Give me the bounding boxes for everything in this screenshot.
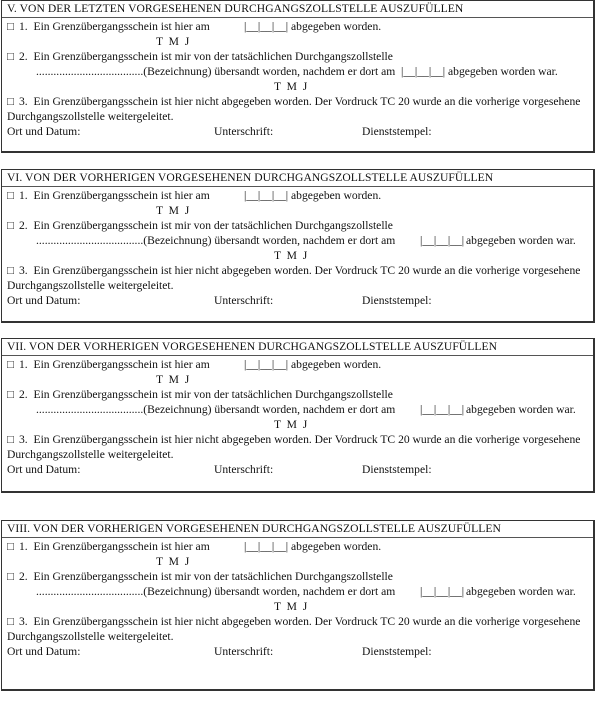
checkbox-item-2[interactable]: □: [7, 570, 15, 583]
item-3-text: Ein Grenzübergangsschein ist hier nicht abgegeben worden. Der Vordruck TC 20 wurde an die vorherige vorgesehene: [33, 615, 581, 628]
item-number: 1.: [19, 540, 28, 553]
form-section: [1, 169, 595, 323]
item-2-designation-line: .....................................(Bezeichnung) übersandt worden, nachdem er dort am: [36, 403, 396, 416]
item-3-continuation: Durchgangszollstelle weitergeleitet.: [7, 279, 174, 292]
stamp-label: Dienststempel:: [362, 294, 432, 307]
item-1-line: [7, 540, 210, 554]
date-field-item-1[interactable]: |__|__|__|: [244, 20, 289, 33]
item-number: 1.: [19, 358, 28, 371]
checkbox-item-3[interactable]: □: [7, 433, 15, 446]
stamp-label: Dienststempel:: [362, 645, 432, 658]
item-1-text: Ein Grenzübergangsschein ist hier am: [33, 358, 210, 371]
item-3-line: [7, 95, 580, 109]
date-labels-tmj: T M J: [274, 249, 308, 262]
item-2-designation-line: .....................................(Bezeichnung) übersandt worden, nachdem er dort am: [36, 65, 396, 78]
item-2-suffix: abgegeben worden war.: [466, 403, 576, 416]
date-field-item-1[interactable]: |__|__|__|: [244, 189, 289, 202]
item-number: 3.: [19, 264, 28, 277]
place-date-label: Ort und Datum:: [7, 125, 81, 138]
item-2-line: [7, 570, 393, 584]
signature-label: Unterschrift:: [214, 463, 274, 476]
form-section: [1, 0, 595, 153]
item-3-line: [7, 264, 580, 278]
form-section: [1, 338, 595, 493]
item-2-designation-line: .....................................(Bezeichnung) übersandt worden, nachdem er dort am: [36, 234, 396, 247]
section-title: VIII. VON DER VORHERIGEN VORGESEHENEN DURCHGANGSZOLLSTELLE AUSZUFÜLLEN: [2, 521, 593, 538]
item-1-line: [7, 358, 210, 372]
item-number: 3.: [19, 433, 28, 446]
date-field-item-1[interactable]: |__|__|__|: [244, 540, 289, 553]
checkbox-item-2[interactable]: □: [7, 388, 15, 401]
date-field-item-2[interactable]: |__|__|__|: [420, 585, 465, 598]
checkbox-item-1[interactable]: □: [7, 540, 15, 553]
item-3-line: [7, 615, 580, 629]
item-1-suffix: abgegeben worden.: [291, 20, 382, 33]
item-2-line: [7, 219, 393, 233]
date-labels-tmj: T M J: [156, 555, 190, 568]
item-2-text: Ein Grenzübergangsschein ist mir von der tatsächlichen Durchgangszollstelle: [33, 388, 393, 401]
item-2-text: Ein Grenzübergangsschein ist mir von der tatsächlichen Durchgangszollstelle: [33, 219, 393, 232]
item-2-line: [7, 50, 393, 64]
item-2-text: Ein Grenzübergangsschein ist mir von der tatsächlichen Durchgangszollstelle: [33, 50, 393, 63]
stamp-label: Dienststempel:: [362, 463, 432, 476]
place-date-label: Ort und Datum:: [7, 645, 81, 658]
item-2-text: Ein Grenzübergangsschein ist mir von der tatsächlichen Durchgangszollstelle: [33, 570, 393, 583]
signature-label: Unterschrift:: [214, 125, 274, 138]
checkbox-item-2[interactable]: □: [7, 219, 15, 232]
checkbox-item-3[interactable]: □: [7, 264, 15, 277]
date-field-item-2[interactable]: |__|__|__|: [401, 65, 446, 78]
signature-label: Unterschrift:: [214, 294, 274, 307]
checkbox-item-3[interactable]: □: [7, 95, 15, 108]
item-3-text: Ein Grenzübergangsschein ist hier nicht abgegeben worden. Der Vordruck TC 20 wurde an die vorherige vorgesehene: [33, 264, 581, 277]
item-3-continuation: Durchgangszollstelle weitergeleitet.: [7, 630, 174, 643]
item-2-suffix: abgegeben worden war.: [448, 65, 558, 78]
item-number: 1.: [19, 189, 28, 202]
item-1-line: [7, 20, 210, 34]
item-1-line: [7, 189, 210, 203]
item-2-suffix: abgegeben worden war.: [466, 234, 576, 247]
checkbox-item-2[interactable]: □: [7, 50, 15, 63]
item-number: 2.: [19, 388, 28, 401]
date-field-item-2[interactable]: |__|__|__|: [420, 403, 465, 416]
checkbox-item-3[interactable]: □: [7, 615, 15, 628]
item-number: 2.: [19, 219, 28, 232]
date-field-item-1[interactable]: |__|__|__|: [244, 358, 289, 371]
date-labels-tmj: T M J: [156, 35, 190, 48]
item-number: 1.: [19, 20, 28, 33]
signature-label: Unterschrift:: [214, 645, 274, 658]
item-2-line: [7, 388, 393, 402]
date-labels-tmj: T M J: [156, 204, 190, 217]
item-3-continuation: Durchgangszollstelle weitergeleitet.: [7, 110, 174, 123]
item-3-line: [7, 433, 580, 447]
item-number: 3.: [19, 615, 28, 628]
date-labels-tmj: T M J: [274, 80, 308, 93]
section-title: V. VON DER LETZTEN VORGESEHENEN DURCHGANGSZOLLSTELLE AUSZUFÜLLEN: [2, 1, 593, 18]
date-field-item-2[interactable]: |__|__|__|: [420, 234, 465, 247]
checkbox-item-1[interactable]: □: [7, 358, 15, 371]
item-1-suffix: abgegeben worden.: [291, 540, 382, 553]
item-1-text: Ein Grenzübergangsschein ist hier am: [33, 189, 210, 202]
item-1-text: Ein Grenzübergangsschein ist hier am: [33, 540, 210, 553]
item-3-text: Ein Grenzübergangsschein ist hier nicht abgegeben worden. Der Vordruck TC 20 wurde an die vorherige vorgesehene: [33, 433, 581, 446]
item-1-suffix: abgegeben worden.: [291, 189, 382, 202]
place-date-label: Ort und Datum:: [7, 294, 81, 307]
item-3-continuation: Durchgangszollstelle weitergeleitet.: [7, 448, 174, 461]
item-2-suffix: abgegeben worden war.: [466, 585, 576, 598]
item-2-designation-line: .....................................(Bezeichnung) übersandt worden, nachdem er dort am: [36, 585, 396, 598]
item-number: 2.: [19, 570, 28, 583]
item-1-suffix: abgegeben worden.: [291, 358, 382, 371]
date-labels-tmj: T M J: [274, 600, 308, 613]
section-title: VI. VON DER VORHERIGEN VORGESEHENEN DURCHGANGSZOLLSTELLE AUSZUFÜLLEN: [2, 170, 593, 187]
date-labels-tmj: T M J: [274, 418, 308, 431]
item-number: 3.: [19, 95, 28, 108]
item-3-text: Ein Grenzübergangsschein ist hier nicht abgegeben worden. Der Vordruck TC 20 wurde an die vorherige vorgesehene: [33, 95, 581, 108]
checkbox-item-1[interactable]: □: [7, 189, 15, 202]
place-date-label: Ort und Datum:: [7, 463, 81, 476]
item-1-text: Ein Grenzübergangsschein ist hier am: [33, 20, 210, 33]
item-number: 2.: [19, 50, 28, 63]
date-labels-tmj: T M J: [156, 373, 190, 386]
stamp-label: Dienststempel:: [362, 125, 432, 138]
form-section: [1, 520, 595, 691]
section-title: VII. VON DER VORHERIGEN VORGESEHENEN DURCHGANGSZOLLSTELLE AUSZUFÜLLEN: [2, 339, 593, 356]
checkbox-item-1[interactable]: □: [7, 20, 15, 33]
